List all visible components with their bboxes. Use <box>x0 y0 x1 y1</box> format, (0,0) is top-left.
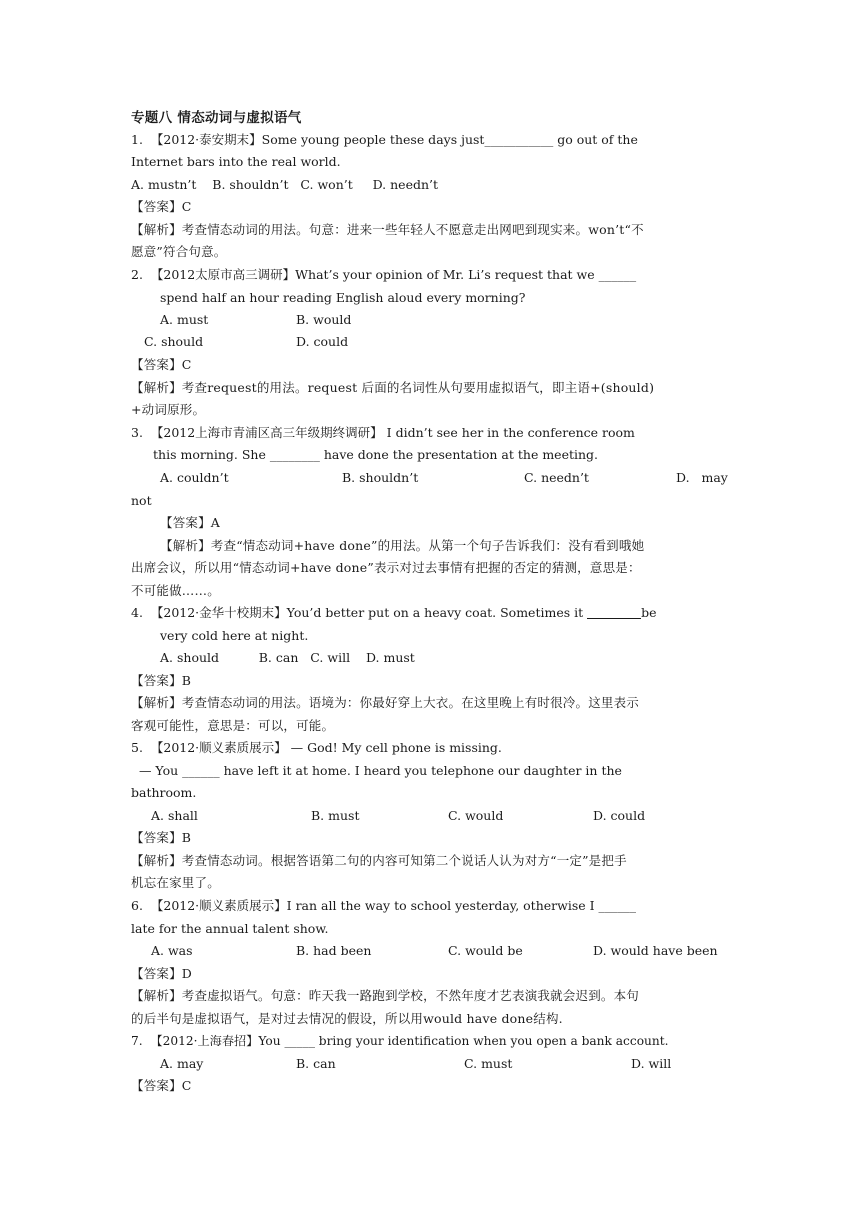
question-2-option-a: A. must <box>160 312 209 327</box>
question-4-stem-cont: very cold here at night. <box>160 628 309 643</box>
question-4-stem <box>131 602 731 624</box>
question-3-stem-cont: this morning. She ________ have done the presentation at the meeting. <box>153 447 599 462</box>
question-5-stem: 5. 【2012·顺义素质展示】 — God! My cell phone is missing. <box>131 740 502 755</box>
question-2-option-c: C. should <box>144 334 204 349</box>
page-title: 专题八 情态动词与虚拟语气 <box>131 110 302 126</box>
question-6-option-b: B. had been <box>296 943 372 958</box>
question-3-option-b: B. shouldn’t <box>342 470 419 485</box>
question-6-option-a: A. was <box>151 943 193 958</box>
question-4-answer: 【答案】B <box>131 673 192 688</box>
q4-blank-line <box>587 606 641 619</box>
question-2-stem: 2. 【2012太原市高三调研】What’s your opinion of Mr. Li’s request that we ______ <box>131 267 637 282</box>
q1-stem-head: 1. 【2012·泰安期末】Some young people these days just <box>131 132 485 147</box>
question-4-options: A. should B. can C. will D. must <box>160 650 415 665</box>
question-7-option-c: C. must <box>464 1056 513 1071</box>
question-1-stem <box>131 129 731 151</box>
question-3-option-c: C. needn’t <box>524 470 589 485</box>
question-7-option-a: A. may <box>160 1056 204 1071</box>
question-1-analysis: 【解析】考查情态动词的用法。句意：进来一些年轻人不愿意走出网吧到现实来。won’t“不 <box>131 222 644 237</box>
question-5-stem-cont-2: bathroom. <box>131 785 197 800</box>
question-1-stem-cont: Internet bars into the real world. <box>131 154 341 169</box>
question-3-analysis: 【解析】考查“情态动词+have done”的用法。从第一个句子告诉我们：没有看到哦她 <box>160 538 645 553</box>
question-6-stem-cont: late for the annual talent show. <box>131 921 329 936</box>
question-2-answer: 【答案】C <box>131 357 192 372</box>
question-7-stem: 7. 【2012·上海春招】You _____ bring your identification when you open a bank account. <box>131 1034 669 1048</box>
question-6-answer: 【答案】D <box>131 966 193 981</box>
question-7-option-d: D. will <box>631 1056 672 1071</box>
q4-stem-head: 4. 【2012·金华十校期末】You’d better put on a heavy coat. Sometimes it <box>131 605 588 620</box>
q4-stem-tail: be <box>641 605 657 620</box>
question-4-analysis-cont: 客观可能性，意思是：可以，可能。 <box>131 718 335 733</box>
question-1-options: A. mustn’t B. shouldn’t C. won’t D. needn’t <box>131 177 439 192</box>
question-5-analysis: 【解析】考查情态动词。根据答语第二句的内容可知第二个说话人认为对方“一定”是把手 <box>131 853 627 868</box>
question-6-analysis: 【解析】考查虚拟语气。句意：昨天我一路跑到学校，不然年度才艺表演我就会迟到。本句 <box>131 988 640 1003</box>
question-2-stem-cont: spend half an hour reading English aloud every morning? <box>160 290 526 305</box>
question-6-stem: 6. 【2012·顺义素质展示】I ran all the way to school yesterday, otherwise I ______ <box>131 898 637 913</box>
question-5-option-d: D. could <box>593 808 646 823</box>
question-2-analysis-cont: +动词原形。 <box>131 402 206 417</box>
question-3-option-a: A. couldn’t <box>160 470 229 485</box>
question-3-stem: 3. 【2012上海市青浦区高三年级期终调研】 I didn’t see her in the conference room <box>131 425 635 440</box>
question-3-analysis-cont-2: 不可能做……。 <box>131 583 220 598</box>
question-1-analysis-cont: 愿意”符合句意。 <box>131 244 227 259</box>
question-5-option-a: A. shall <box>151 808 198 823</box>
question-3-option-d-cont: not <box>131 493 152 508</box>
question-2-option-b: B. would <box>296 312 352 327</box>
question-3-answer: 【答案】A <box>160 515 221 530</box>
question-5-stem-cont: — You ______ have left it at home. I heard you telephone our daughter in the <box>131 763 622 778</box>
question-5-analysis-cont: 机忘在家里了。 <box>131 875 220 890</box>
question-3-option-d: D. may <box>676 470 728 485</box>
question-6-analysis-cont: 的后半句是虚拟语气，是对过去情况的假设，所以用would have done结构. <box>131 1011 563 1026</box>
question-7-option-b: B. can <box>296 1056 336 1071</box>
q1-blank: ___________ <box>484 132 554 147</box>
question-1-answer: 【答案】C <box>131 199 192 214</box>
question-7-answer: 【答案】C <box>131 1078 192 1093</box>
question-5-option-b: B. must <box>311 808 360 823</box>
question-5-option-c: C. would <box>448 808 504 823</box>
q1-stem-tail: go out of the <box>553 132 638 147</box>
question-5-answer: 【答案】B <box>131 830 192 845</box>
question-6-option-d: D. would have been <box>593 943 718 958</box>
question-2-option-d: D. could <box>296 334 349 349</box>
question-4-analysis: 【解析】考查情态动词的用法。语境为：你最好穿上大衣。在这里晚上有时很冷。这里表示 <box>131 695 640 710</box>
question-2-analysis: 【解析】考查request的用法。request 后面的名词性从句要用虚拟语气，即主语+(should) <box>131 380 655 395</box>
question-6-option-c: C. would be <box>448 943 523 958</box>
question-3-analysis-cont: 出席会议，所以用“情态动词+have done”表示对过去事情有把握的否定的猜测，意思是： <box>131 560 641 575</box>
